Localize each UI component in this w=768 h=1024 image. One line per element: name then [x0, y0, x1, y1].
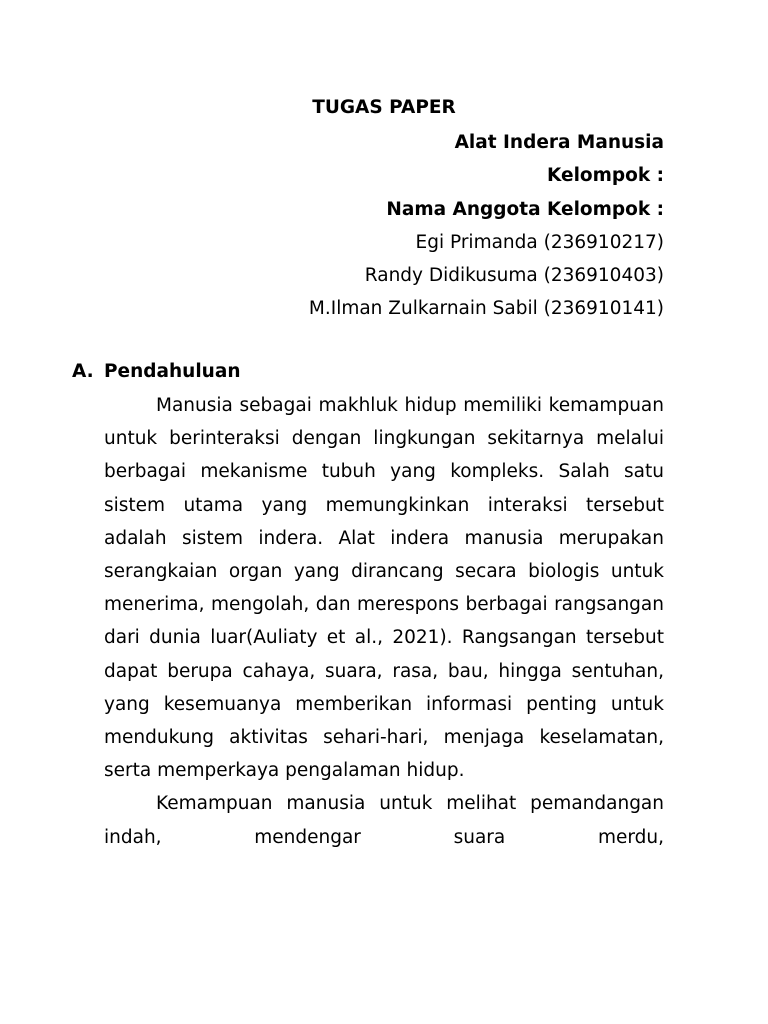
paper-subtitle: Alat Indera Manusia	[454, 132, 664, 153]
group-label: Kelompok :	[547, 165, 664, 187]
section-body	[104, 389, 664, 854]
header-info	[104, 126, 664, 326]
paragraph: Kemampuan manusia untuk melihat pemandangan indah, mendengar suara merdu,	[104, 793, 664, 848]
section-heading	[72, 357, 672, 387]
member-name: Randy Didikusuma (236910403)	[364, 265, 664, 287]
member-name: M.Ilman Zulkarnain Sabil (236910141)	[308, 298, 664, 320]
document-title: TUGAS PAPER	[312, 97, 456, 118]
members-label: Nama Anggota Kelompok :	[386, 198, 664, 220]
section-title: Pendahuluan	[104, 361, 241, 382]
member-name: Egi Primanda (236910217)	[415, 231, 664, 253]
paragraph: Manusia sebagai makhluk hidup memiliki kemampuan untuk berinteraksi dengan lingkungan sekitarnya melalui berbagai mekanisme tubuh yang kompleks. Salah satu sistem utama yang memungkinkan interaksi tersebut adalah sistem indera. Alat indera manusia merupakan serangkaian organ yang dirancang secara biologis untuk menerima, mengolah, dan merespons berbagai rangsangan dari dunia luar(Auliaty et al., 2021). Rangsangan tersebut dapat berupa cahaya, suara, rasa, bau, hingga sentuhan, yang kesemuanya memberikan informasi penting untuk mendukung aktivitas sehari-hari, menjaga keselamatan, serta memperkaya pengalaman hidup.	[104, 395, 664, 782]
section-letter: A.	[72, 361, 94, 382]
